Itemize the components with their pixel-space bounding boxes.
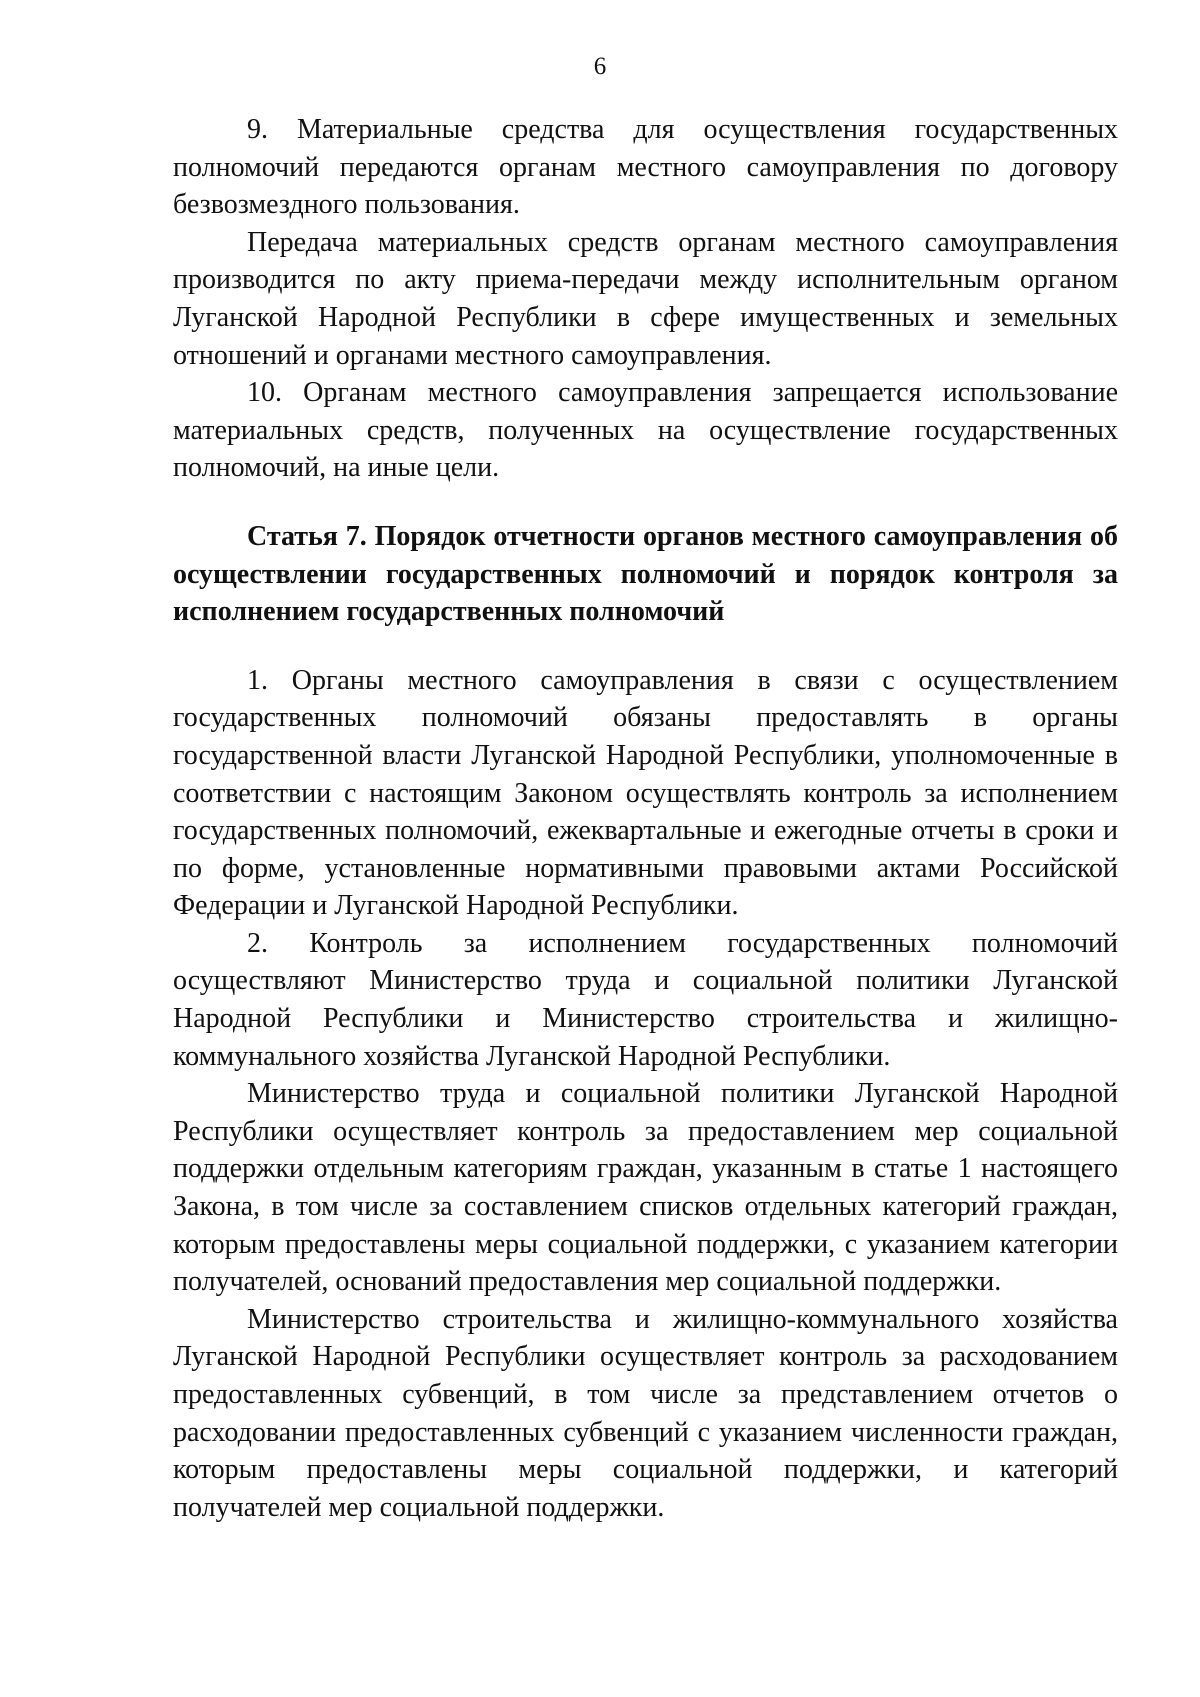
page-number: 6 [593, 53, 607, 80]
article-heading: Статья 7. Порядок отчетности органов местного самоуправления об осуществлении государственных полномочий и порядок контроля за исполнением государственных полномочий [173, 520, 1118, 628]
paragraph-item-10: 10. Органам местного самоуправления запрещается использование материальных средств, полученных на осуществление государственных полномочий, на иные цели. [173, 377, 1118, 484]
spacer [173, 487, 1118, 518]
paragraph-item-9: 9. Материальные средства для осуществления государственных полномочий передаются органам местного самоуправления по договору безвозмездного пользования. [173, 114, 1118, 221]
spacer [173, 631, 1118, 662]
paragraph-item-2: 2. Контроль за исполнением государственных полномочий осуществляют Министерство труда и социальной политики Луганской Народной Республики и Министерство строительства и жилищно-коммунального хозяйства Луганской Народной Республики. [173, 927, 1118, 1072]
paragraph-item-1: 1. Органы местного самоуправления в связи с осуществлением государственных полномочий обязаны предоставлять в органы государственной власти Луганской Народной Республики, уполномоченные в соответствии с настоящим Законом осуществлять контроль за исполнением государственных полномочий, ежеквартальные и ежегодные отчеты в сроки и по форме, установленные нормативными правовыми актами Российской Федерации и Луганской Народной Республики. [173, 664, 1118, 922]
paragraph-construction-ministry: Министерство строительства и жилищно-коммунального хозяйства Луганской Народной Республики осуществляет контроль за расходованием предоставленных субвенций, в том числе за представлением отчетов о расходовании предоставленных субвенций с указанием численности граждан, которым предоставлены меры социальной поддержки, и категорий получателей мер социальной поддержки. [173, 1303, 1118, 1523]
paragraph-transfer-act: Передача материальных средств органам местного самоуправления производится по акту приема-передачи между исполнительным органом Луганской Народной Республики в сфере имущественных и земельных отношений и органами местного самоуправления. [173, 226, 1118, 371]
paragraph-labor-ministry: Министерство труда и социальной политики Луганской Народной Республики осуществляет контроль за предоставлением мер социальной поддержки отдельным категориям граждан, указанным в статье 1 настоящего Закона, в том числе за составлением списков отдельных категорий граждан, которым предоставлены меры социальной поддержки, с указанием категории получателей, оснований предоставления мер социальной поддержки. [173, 1078, 1118, 1298]
document-body [173, 111, 1118, 1526]
